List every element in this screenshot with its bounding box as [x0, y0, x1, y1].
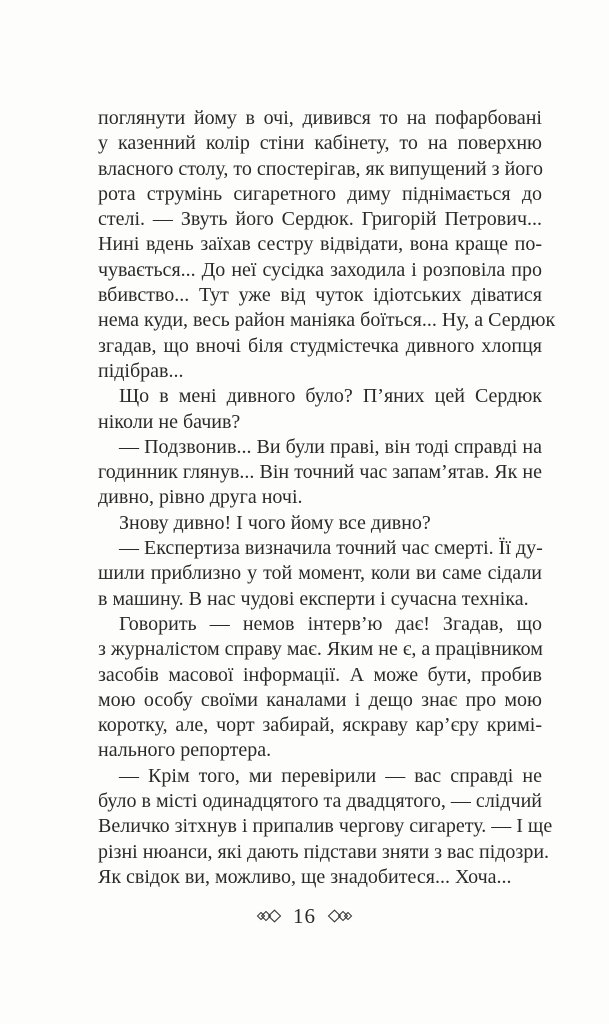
text-line: коротку, але, чорт забирай, яскраву кар’єру кримі- [98, 714, 542, 737]
text-line: чувається... До неї сусідка заходила і розповіла про [98, 258, 542, 281]
text-line: вбивство... Тут уже від чуток ідіотських діватися [98, 284, 542, 307]
text-line: Що в мені дивного було? П’яних цей Сердюк [119, 385, 542, 408]
text-line: — Експертиза визначила точний час смерті. Її ду- [119, 537, 543, 560]
text-line: нема куди, весь район маніяка боїться... Ну, а Сердюк [98, 309, 556, 332]
paragraph [98, 384, 542, 435]
paragraph [98, 511, 542, 536]
text-line: підібрав... [98, 359, 184, 382]
page-text [98, 106, 556, 890]
text-line: було в місті одинадцятого та двадцятого, — слідчий [98, 790, 542, 813]
text-line: дивно, рівно друга ночі. [98, 486, 303, 509]
text-line: шили приблизно у той момент, коли ви саме сідали [98, 562, 542, 585]
triple-diamond-icon [256, 909, 282, 923]
text-line: з журналістом справу має. Яким не є, а працівником [98, 638, 543, 661]
paragraph [98, 106, 556, 384]
text-line: Як свідок ви, можливо, ще знадобитеся... Хоча... [98, 865, 512, 888]
text-line: власного столу, то спостерігав, як випущений з його [98, 157, 543, 180]
text-line: рота струмінь сигаретного диму піднімається до [98, 182, 542, 205]
text-line: годинник глянув... Він точний час запам’ятав. Як не [98, 461, 542, 484]
text-line: мою особу своїми каналами і дещо знає про мою [98, 688, 542, 711]
text-line: у казенний колір стіни кабінету, то на поверхню [98, 132, 542, 155]
text-line: Нині вдень заїхав сестру відвідати, вона краще по- [98, 233, 542, 256]
text-line: різні нюанси, які дають підстави зняти з вас підозри. [98, 840, 550, 863]
paragraph [98, 536, 542, 612]
triple-diamond-icon [327, 909, 353, 923]
paragraph [98, 764, 553, 890]
text-line: згадав, що вночі біля студмістечка дивного хлопця [98, 334, 542, 357]
text-line: Знову дивно! І чого йому все дивно? [119, 511, 431, 534]
paragraph [98, 612, 542, 764]
text-line: стелі. — Звуть його Сердюк. Григорій Петрович... [98, 208, 542, 231]
text-line: — Крім того, ми перевірили — вас справді не [119, 764, 542, 787]
text-line: — Подзвонив... Ви були праві, він тоді справді на [119, 435, 542, 458]
text-line: ніколи не бачив? [98, 410, 241, 433]
text-line: засобів масової інформації. А може бути, пробив [98, 663, 542, 686]
page-number: 16 [293, 904, 316, 928]
text-line: поглянути йому в очі, дивився то на пофарбовані [98, 107, 542, 129]
paragraph [98, 435, 542, 511]
text-line: Говорить — немов інтерв’ю дає! Згадав, що [119, 612, 542, 635]
text-line: нального репортера. [98, 739, 272, 762]
text-line: в машину. В нас чудові експерти і сучасна техніка. [98, 587, 529, 610]
page-footer [0, 901, 609, 931]
text-line: Величко зітхнув і припалив чергову сигарету. — І ще [98, 815, 553, 838]
